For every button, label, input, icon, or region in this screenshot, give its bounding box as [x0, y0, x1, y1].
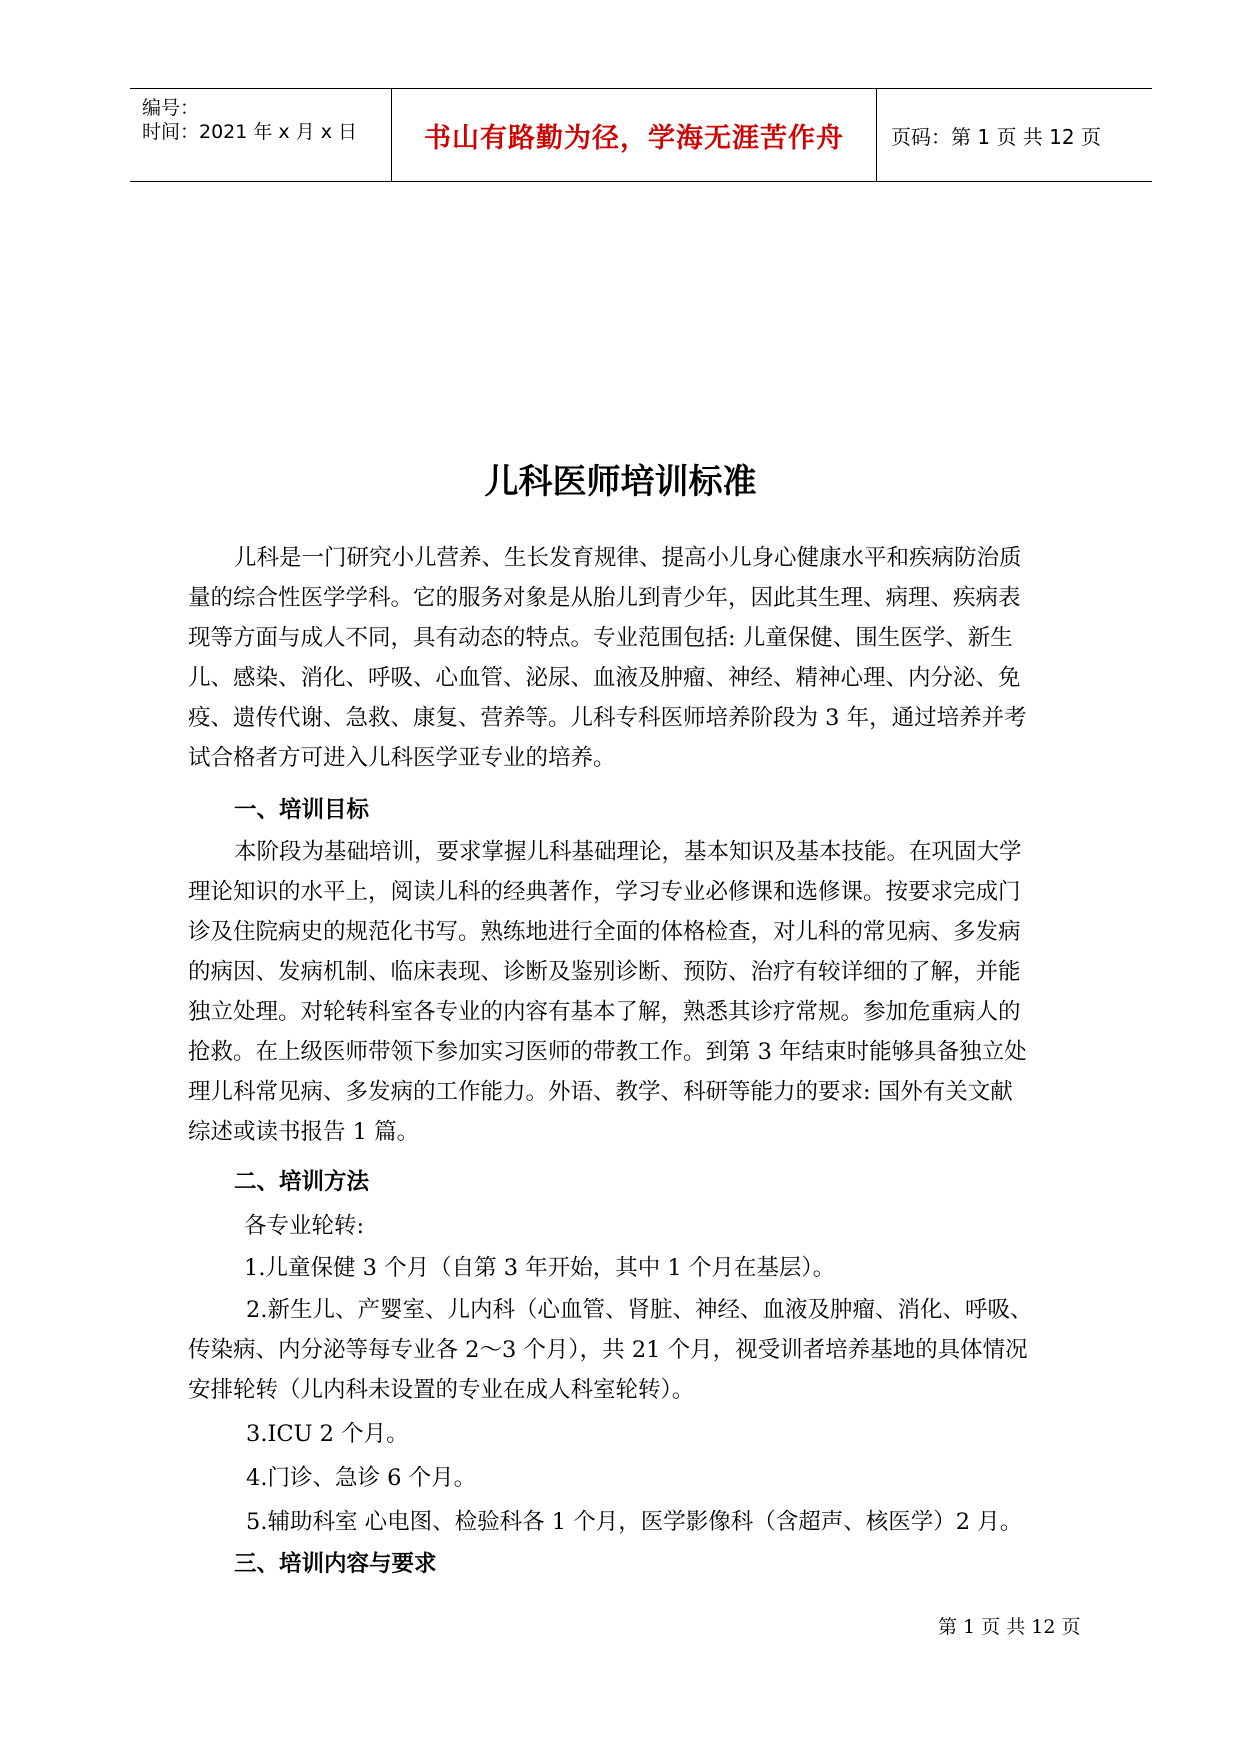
section1-line: 理论知识的水平上，阅读儿科的经典著作，学习专业必修课和选修课。按要求完成门: [188, 879, 1021, 905]
section1-line: 抢救。在上级医师带领下参加实习医师的带教工作。到第 3 年结束时能够具备独立处: [188, 1039, 1027, 1065]
section1-line: 理儿科常见病、多发病的工作能力。外语、教学、科研等能力的要求: 国外有关文献: [188, 1079, 1013, 1105]
header-meta: [130, 89, 391, 181]
time-label: 时间：2021 年 x 月 x 日: [142, 121, 358, 143]
list-item: 1.儿童保健 3 个月（自第 3 年开始，其中 1 个月在基层）。: [244, 1255, 836, 1281]
list-item: 2.新生儿、产婴室、儿内科（心血管、肾脏、神经、血液及肿瘤、消化、呼吸、: [246, 1297, 1033, 1323]
section-heading: 一、培训目标: [234, 797, 370, 823]
list-item: 5.辅助科室 心电图、检验科各 1 个月，医学影像科（含超声、核医学）2 月。: [246, 1509, 1023, 1535]
intro-line: 儿科是一门研究小儿营养、生长发育规律、提高小儿身心健康水平和疾病防治质: [234, 545, 1022, 571]
motto: 书山有路勤为径，学海无涯苦作舟: [424, 122, 844, 154]
number-label: 编号：: [142, 97, 200, 119]
list-item: 3.ICU 2 个月。: [246, 1421, 409, 1447]
section1-line: 综述或读书报告 1 篇。: [188, 1119, 420, 1145]
section1-line: 本阶段为基础培训，要求掌握儿科基础理论，基本知识及基本技能。在巩固大学: [234, 839, 1022, 865]
section2-intro: 各专业轮转:: [244, 1213, 365, 1239]
intro-line: 疫、遗传代谢、急救、康复、营养等。儿科专科医师培养阶段为 3 年，通过培养并考: [188, 705, 1027, 731]
list-item: 安排轮转（儿内科未设置的专业在成人科室轮转）。: [188, 1377, 695, 1403]
header-page-info: 页码：第 1 页 共 12 页: [891, 124, 1101, 149]
list-item: 4.门诊、急诊 6 个月。: [246, 1465, 477, 1491]
page-title: 儿科医师培训标准: [484, 462, 757, 502]
intro-line: 试合格者方可进入儿科医学亚专业的培养。: [188, 745, 616, 771]
header-motto-cell: [391, 89, 877, 181]
intro-line: 量的综合性医学学科。它的服务对象是从胎儿到青少年，因此其生理、病理、疾病表: [188, 585, 1021, 611]
page-footer: 第 1 页 共 12 页: [938, 1616, 1081, 1638]
intro-line: 现等方面与成人不同，具有动态的特点。专业范围包括: 儿童保健、围生医学、新生: [188, 625, 1013, 651]
section1-line: 独立处理。对轮转科室各专业的内容有基本了解，熟悉其诊疗常规。参加危重病人的: [188, 999, 1021, 1025]
document-header: [130, 88, 1152, 182]
section1-line: 的病因、发病机制、临床表现、诊断及鉴别诊断、预防、治疗有较详细的了解，并能: [188, 959, 1021, 985]
intro-line: 儿、感染、消化、呼吸、心血管、泌尿、血液及肿瘤、神经、精神心理、内分泌、免: [188, 665, 1021, 691]
section-heading: 二、培训方法: [234, 1169, 370, 1195]
section1-line: 诊及住院病史的规范化书写。熟练地进行全面的体格检查，对儿科的常见病、多发病: [188, 919, 1021, 945]
section-heading: 三、培训内容与要求: [234, 1551, 437, 1577]
list-item: 传染病、内分泌等每专业各 2～3 个月），共 21 个月，视受训者培养基地的具体情况: [188, 1337, 1028, 1363]
